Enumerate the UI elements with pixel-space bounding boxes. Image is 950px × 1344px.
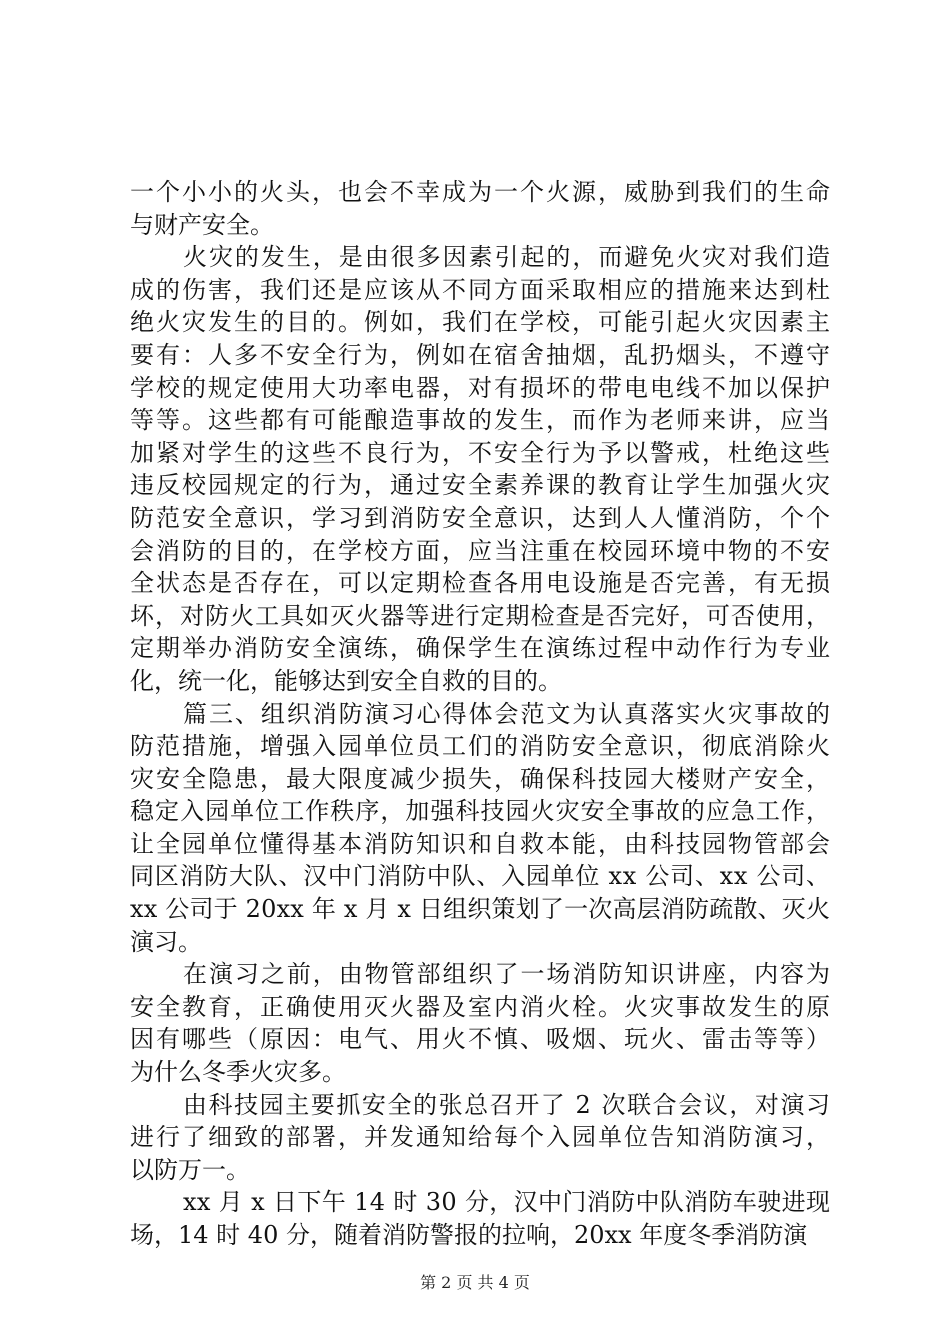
page-footer: 第 2 页 共 4 页 [420, 1273, 530, 1292]
text-line: 学校的规定使用大功率电器，对有损坏的带电电线不加以保护 [130, 373, 832, 402]
text-line: 加紧对学生的这些不良行为，不安全行为予以警戒，杜绝这些 [130, 438, 832, 467]
text-line: 灾安全隐患，最大限度减少损失，确保科技园大楼财产安全， [130, 764, 832, 793]
text-line: 定期举办消防安全演练，确保学生在演练过程中动作行为专业 [130, 634, 832, 663]
document-body [130, 176, 830, 1252]
text-line: 以防万一。 [130, 1155, 250, 1184]
text-line: 为什么冬季火灾多。 [130, 1058, 346, 1087]
text-line: 同区消防大队、汉中门消防中队、入园单位 xx 公司、xx 公司、 [130, 862, 831, 891]
text-line: 防范安全意识，学习到消防安全意识，达到人人懂消防，个个 [130, 503, 832, 532]
text-line: 进行了细致的部署，并发通知给每个入园单位告知消防演习， [130, 1123, 832, 1152]
text-line: 与财产安全。 [130, 210, 274, 239]
text-line: 演习。 [130, 927, 202, 956]
text-line: 违反校园规定的行为，通过安全素养课的教育让学生加强火灾 [130, 471, 832, 500]
text-line: 因有哪些（原因：电气、用火不慎、吸烟、玩火、雷击等等） [130, 1025, 832, 1054]
text-line: 会消防的目的，在学校方面，应当注重在校园环境中物的不安 [130, 536, 832, 565]
text-line: xx 月 x 日下午 14 时 30 分，汉中门消防中队消防车驶进现 [183, 1188, 831, 1217]
text-line: 在演习之前，由物管部组织了一场消防知识讲座，内容为 [183, 960, 832, 989]
text-line: 化，统一化，能够达到安全自救的目的。 [130, 666, 562, 695]
text-line: 篇三、组织消防演习心得体会范文为认真落实火灾事故的 [183, 699, 832, 728]
text-line: 让全园单位懂得基本消防知识和自救本能，由科技园物管部会 [130, 829, 832, 858]
text-line: 坏，对防火工具如灭火器等进行定期检查是否完好，可否使用， [130, 601, 832, 630]
text-line: 火灾的发生，是由很多因素引起的，而避免火灾对我们造 [183, 243, 832, 272]
text-line: 由科技园主要抓安全的张总召开了 2 次联合会议，对演习 [183, 1090, 832, 1119]
text-line: 安全教育，正确使用灭火器及室内消火栓。火灾事故发生的原 [130, 992, 832, 1021]
text-line: 防范措施，增强入园单位员工们的消防安全意识，彻底消除火 [130, 732, 832, 761]
text-line: 一个小小的火头，也会不幸成为一个火源，威胁到我们的生命 [130, 178, 832, 206]
text-line: 全状态是否存在，可以定期检查各用电设施是否完善，有无损 [130, 569, 832, 598]
text-line: 成的伤害，我们还是应该从不同方面采取相应的措施来达到杜 [130, 275, 832, 304]
text-line: xx 公司于 20xx 年 x 月 x 日组织策划了一次高层消防疏散、灭火 [130, 895, 831, 924]
text-line: 绝火灾发生的目的。例如，我们在学校，可能引起火灾因素主 [130, 308, 832, 337]
text-line: 等等。这些都有可能酿造事故的发生，而作为老师来讲，应当 [130, 406, 832, 435]
text-line: 稳定入园单位工作秩序，加强科技园火灾安全事故的应急工作， [130, 797, 832, 826]
text-line: 场，14 时 40 分，随着消防警报的拉响，20xx 年度冬季消防演 [130, 1221, 808, 1249]
text-line: 要有：人多不安全行为，例如在宿舍抽烟，乱扔烟头，不遵守 [130, 340, 832, 369]
